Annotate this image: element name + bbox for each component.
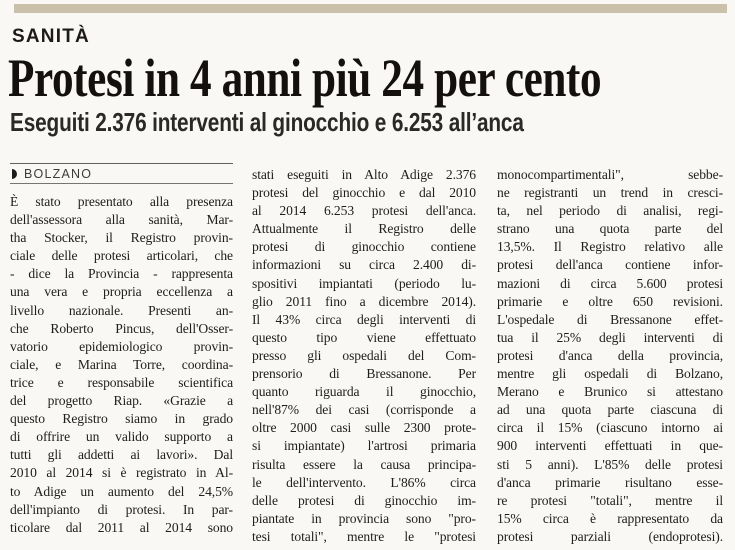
text-line: Merano e Brunico si attestano	[497, 384, 723, 400]
subheadline: Eseguiti 2.376 interventi al ginocchio e 6.253 all’anca	[10, 107, 524, 137]
text-line: mentre gli ospedali di Bolzano,	[497, 366, 723, 382]
text-line: ciale delle protesi articolari, che	[10, 248, 233, 264]
text-line: protesi di ginocchio contiene	[252, 239, 476, 255]
text-line: spositivi impiantati (periodo lu-	[252, 275, 476, 291]
text-line: informazioni su circa 2.400 di-	[252, 257, 476, 273]
text-line: le dell'intervento. L'86% circa	[252, 474, 476, 490]
text-line: mazioni di circa 5.600 protesi	[497, 275, 723, 291]
text-line: del progetto Riap. «Grazie a	[10, 393, 233, 409]
text-line: questo Registro siamo in grado	[10, 411, 233, 427]
text-line: tutti gli addetti ai lavori». Dal	[10, 447, 233, 463]
dateline-location-label: BOLZANO	[24, 166, 93, 181]
top-divider-bar	[14, 4, 727, 13]
text-line: livello nazionale. Presenti an-	[10, 302, 233, 318]
text-line: stati eseguiti in Alto Adige 2.376	[252, 167, 476, 182]
text-line: oltre 2000 casi sulle 2300 prote-	[252, 420, 476, 436]
text-line: d'anca primarie risultano esse-	[497, 474, 723, 490]
text-line: ad una quota parte ciascuna di	[497, 402, 723, 418]
text-line: Attualmente il Registro delle	[252, 221, 476, 237]
section-kicker: SANITÀ	[12, 26, 90, 47]
text-line: sti 5 anni). L'85% delle protesi	[497, 456, 723, 472]
text-line: si impiantate) l'artrosi primaria	[252, 438, 476, 454]
text-line: che Roberto Pincus, dell'Osser-	[10, 320, 233, 336]
text-line: Il 43% circa degli interventi di	[252, 311, 476, 327]
text-line: tesi totali", mentre le "protesi	[252, 528, 476, 544]
text-line: - dice la Provincia - rappresenta	[10, 266, 233, 282]
text-line: di offrire un valido supporto a	[10, 429, 233, 445]
text-line: questo tipo viene effettuato	[252, 329, 476, 345]
text-line: 15% circa è rappresentato da	[497, 510, 723, 526]
headline: Protesi in 4 anni più 24 per cento	[8, 48, 602, 108]
text-line: al 2014 6.253 protesi dell'anca.	[252, 203, 476, 219]
text-line: ne registranti un trend in cresci-	[497, 185, 723, 201]
text-line: ta, nel periodo di analisi, regi-	[497, 203, 723, 219]
text-line: delle protesi di ginocchio im-	[252, 492, 476, 508]
text-line: È stato presentato alla presenza	[10, 194, 233, 209]
text-line: 900 interventi effettuati in que-	[497, 438, 723, 454]
text-line: to Adige un aumento del 24,5%	[10, 483, 233, 499]
text-line: vatorio epidemiologico provin-	[10, 338, 233, 354]
article-column-1	[10, 193, 233, 537]
text-line: tha Stocker, il Registro provin-	[10, 230, 233, 246]
right-half-circle-icon	[12, 169, 17, 179]
text-line: nell'87% dei casi (corrisponde a	[252, 402, 476, 418]
text-line: ciale, e Marina Torre, coordina-	[10, 356, 233, 372]
text-line: prensorio di Bressanone. Per	[252, 366, 476, 382]
dateline	[10, 163, 233, 184]
text-line: glio 2011 fino a dicembre 2014).	[252, 293, 476, 309]
text-line: primarie e oltre 650 revisioni.	[497, 293, 723, 309]
text-line: 2010 al 2014 si è registrato in Al-	[10, 465, 233, 481]
text-line: circa il 15% (ciascuno intorno ai	[497, 420, 723, 436]
text-line: quanto riguarda il ginocchio,	[252, 384, 476, 400]
text-line: dell'assessora alla sanità, Mar-	[10, 212, 233, 228]
text-line: presso gli ospedali del Com-	[252, 347, 476, 363]
text-line: monocompartimentali", sebbe-	[497, 167, 723, 182]
text-line: protesi dell'anca contiene infor-	[497, 257, 723, 273]
text-line: re protesi "totali", mentre il	[497, 492, 723, 508]
text-line: una vera e propria eccellenza a	[10, 284, 233, 300]
text-line: strano una quota parte del	[497, 221, 723, 237]
text-line: 13,5%. Il Registro relativo alle	[497, 239, 723, 255]
text-line: protesi d'anca della provincia,	[497, 347, 723, 363]
text-line: risulta essere la causa principa-	[252, 456, 476, 472]
text-line: piantate in provincia sono "pro-	[252, 510, 476, 526]
text-line: dell'impianto di protesi. In par-	[10, 501, 233, 517]
article-column-2	[252, 166, 476, 546]
text-line: trice e responsabile scientifica	[10, 374, 233, 390]
text-line: tua il 25% degli interventi di	[497, 329, 723, 345]
text-line: protesi parziali (endoprotesi).	[497, 528, 723, 544]
text-line: L'ospedale di Bressanone effet-	[497, 311, 723, 327]
article-column-3	[497, 166, 723, 546]
text-line: ticolare dal 2011 al 2014 sono	[10, 519, 233, 535]
text-line: protesi del ginocchio e dal 2010	[252, 185, 476, 201]
